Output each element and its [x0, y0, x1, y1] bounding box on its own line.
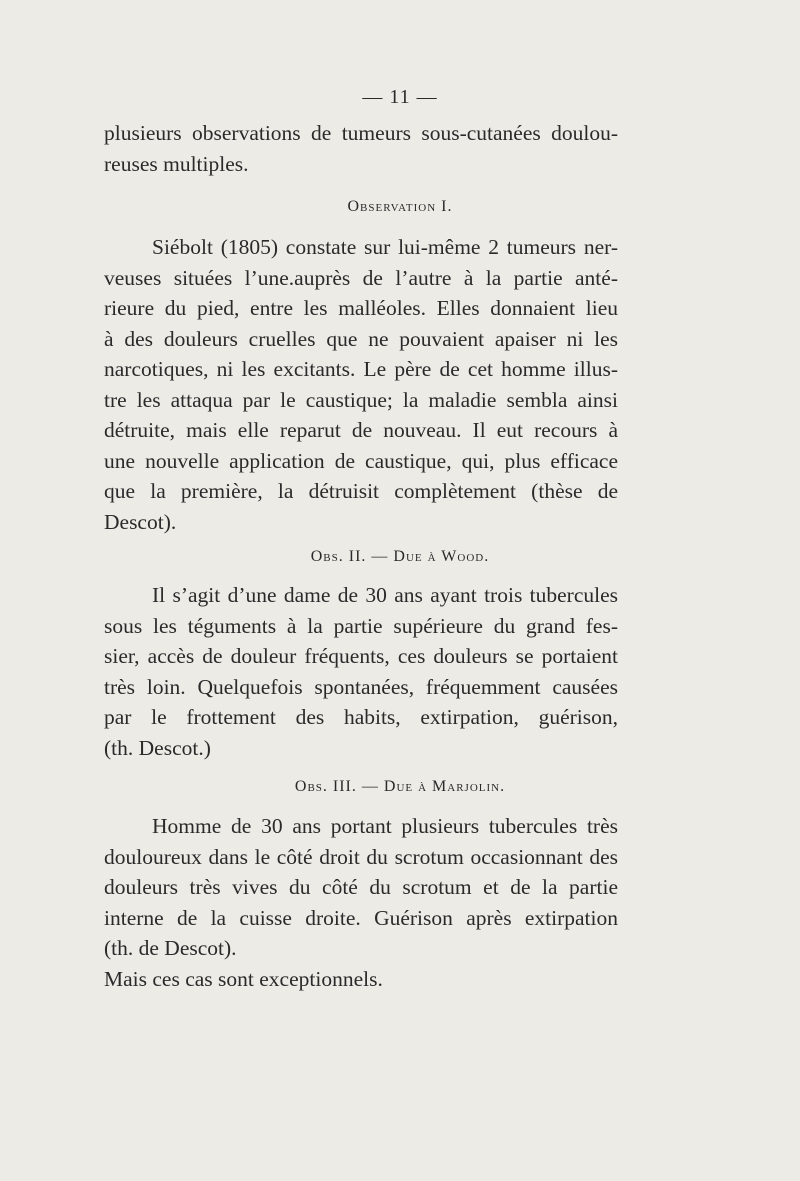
observation-3-paragraph	[104, 811, 618, 994]
text-line: veuses situées l’une.auprès de l’autre à la partie anté-	[104, 265, 618, 290]
intro-paragraph	[104, 118, 618, 179]
observation-2-paragraph	[104, 580, 618, 763]
text-line: douloureux dans le côté droit du scrotum occasionnant des	[104, 844, 618, 869]
observation-3-heading-text: Obs. III. — Due à Marjolin.	[294, 778, 506, 795]
text-line: reuses multiples.	[104, 151, 249, 176]
text-line: (th. de Descot).	[104, 936, 237, 960]
text-line: par le frottement des habits, extirpation, guérison,	[104, 705, 618, 729]
text-line: Il s’agit d’une dame de 30 ans ayant trois tubercules	[152, 583, 618, 607]
text-line: sier, accès de douleur fréquents, ces douleurs se portaient	[104, 644, 618, 668]
text-line: Descot).	[104, 509, 177, 534]
observation-3-heading	[0, 778, 800, 796]
text-line: à des douleurs cruelles que ne pouvaient apaiser ni les	[104, 326, 618, 351]
text-line: tre les attaqua par le caustique; la maladie sembla ainsi	[104, 387, 618, 412]
text-line: douleurs très vives du côté du scrotum et de la partie	[104, 875, 618, 899]
text-line: sous les téguments à la partie supérieure du grand fes-	[104, 613, 618, 638]
page-number: — 11 —	[362, 86, 438, 108]
text-line: détruite, mais elle reparut de nouveau. Il eut recours à	[104, 418, 618, 442]
text-line: Mais ces cas sont exceptionnels.	[104, 966, 383, 991]
observation-2-heading	[0, 548, 800, 566]
text-line: rieure du pied, entre les malléoles. Elles donnaient lieu	[104, 296, 618, 320]
observation-1-heading: Observation I.	[347, 198, 453, 215]
text-line: Homme de 30 ans portant plusieurs tubercules très	[152, 814, 618, 838]
text-line: plusieurs observations de tumeurs sous-cutanées doulou-	[104, 121, 618, 145]
text-line: interne de la cuisse droite. Guérison après extirpation	[104, 905, 618, 930]
observation-2-heading-text: Obs. II. — Due à Wood.	[310, 548, 490, 565]
text-line: très loin. Quelquefois spontanées, fréquemment causées	[104, 674, 618, 699]
text-line: (th. Descot.)	[104, 735, 211, 760]
text-line: que la première, la détruisit complètement (thèse de	[104, 479, 618, 503]
text-line: une nouvelle application de caustique, qui, plus efficace	[104, 448, 618, 473]
text-line: Siébolt (1805) constate sur lui-même 2 tumeurs ner-	[152, 235, 618, 259]
observation-1-paragraph	[104, 232, 618, 537]
text-line: narcotiques, ni les excitants. Le père de cet homme illus-	[104, 357, 618, 381]
